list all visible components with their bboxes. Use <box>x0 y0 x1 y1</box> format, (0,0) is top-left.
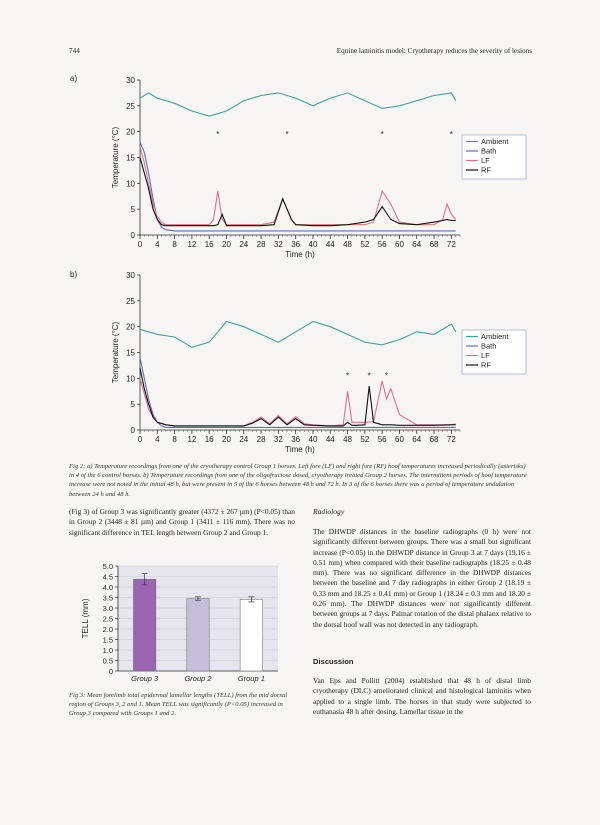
asterisk-annotation: * <box>380 129 384 139</box>
x-tick-label: 44 <box>325 240 335 249</box>
x-axis-label: Time (h) <box>285 445 315 454</box>
y-tick-label: 3.0 <box>102 604 113 613</box>
panel-b-label: b) <box>70 270 78 279</box>
asterisk-annotation: * <box>216 129 220 139</box>
y-tick-label: 3.5 <box>102 593 113 603</box>
radiology-heading: Radiology <box>313 507 345 516</box>
y-axis-label: Temperature (°C) <box>111 321 120 384</box>
fig2-caption: Fig 2: a) Temperature recordings from one of the cryotherapy control Group 1 horses. Left fore (LF) and right fore (RF) hoof temperatures increased periodically (asterisks) in 4 of the 6 control horses. b) Temperature recordings from one of the oligofructose dosed, cryotherapy treated Group 2 horses. The intermittent periods of hoof temperature increase were not noted in the initial 48 h, but were present in 5 of the 6 horses between 48 h and 72 h. In 3 of the 6 horses there was a period of temperature undulation between 24 h and 48 h. <box>69 463 527 498</box>
series-line-bath <box>140 358 456 428</box>
y-tick-label: 30 <box>126 271 135 280</box>
x-tick-label: 8 <box>172 435 177 444</box>
y-tick-label: 1.0 <box>102 646 113 655</box>
series-line-lf <box>140 147 456 225</box>
x-tick-label: 56 <box>377 435 387 444</box>
x-tick-label: 12 <box>187 435 197 444</box>
x-tick-label: 48 <box>343 435 353 444</box>
x-tick-label: 56 <box>377 240 387 249</box>
y-tick-label: 5 <box>130 205 135 215</box>
x-tick-label: 64 <box>412 435 422 444</box>
y-tick-label: 0 <box>108 667 113 676</box>
results-text: (Fig 3) of Group 3 was significantly greater (4372 ± 267 µm) (P<0.05) than in Group 2 (3448 ± 81 µm) and Group 1 (3411 ± 116 mm). There was no significant difference in TEL length between Group 2 and Group 1. <box>69 507 295 537</box>
running-title: Equine laminitis model: Cryotherapy reduces the severity of lesions <box>336 47 532 55</box>
bar-group-1 <box>240 599 262 671</box>
x-tick-label: 12 <box>187 240 197 249</box>
x-tick-label: 24 <box>239 240 249 249</box>
x-tick-label: 16 <box>204 240 214 249</box>
y-tick-label: 2.5 <box>102 614 113 624</box>
x-tick-label: 0 <box>137 240 143 249</box>
series-line-ambient <box>140 322 456 348</box>
y-tick-label: 25 <box>126 101 135 111</box>
y-tick-label: 2.0 <box>102 625 113 634</box>
x-tick-label: 20 <box>222 435 231 444</box>
y-tick-label: 25 <box>126 296 135 306</box>
x-tick-label: 44 <box>325 435 335 444</box>
radiology-text: The DHWDP distances in the baseline radiographs (0 h) were not significantly different between groups. There was a small but significant increase (P<0.05) in the DHWDP distance in Group 3 at 7 days (19.16 ± 0.51 mm) when compared with their baseline radiographs (18.25 ± 0.48 mm). There was no significant difference in the DHWDP distances between the baseline and 7 day radiographs in either Group 2 (18.19 ± 0.33 mm and 18.25 ± 0.41 mm) or Group 1 (18.24 ± 0.3 mm and 18.20 ± 0.26 mm). The DHWDP distances were not significantly different between groups at 7 days. Palmar rotation of the distal phalanx relative to the dorsal hoof wall was not detected in any radiograph. <box>313 527 531 629</box>
panel-a-label: a) <box>70 74 78 83</box>
legend-label: Bath <box>481 341 497 351</box>
x-tick-label: 60 <box>395 240 404 249</box>
asterisk-annotation: * <box>449 129 453 139</box>
x-tick-label: 20 <box>222 240 231 249</box>
discussion-text: Van Eps and Pollitt (2004) established that 48 h of distal limb cryotherapy (DLC) ameliorated clinical and histological laminitis when applied to a single limb. The horses in that study were subjected to euthanasia 48 h after dosing. Lamellar tissue in the <box>313 676 531 716</box>
y-tick-label: 10 <box>126 374 135 384</box>
legend-label: RF <box>481 165 491 175</box>
y-tick-label: 4.0 <box>102 583 113 592</box>
x-axis-label: Time (h) <box>285 250 315 259</box>
asterisk-annotation: * <box>285 129 289 139</box>
series-line-lf <box>140 378 456 426</box>
temperature-chart-b <box>100 265 530 457</box>
discussion-heading: Discussion <box>313 657 354 666</box>
page-number: 744 <box>69 47 80 55</box>
x-tick-label: 8 <box>172 240 177 249</box>
legend-label: LF <box>481 156 490 165</box>
asterisk-annotation: * <box>346 371 350 381</box>
y-tick-label: 30 <box>126 76 135 85</box>
y-tick-label: 15 <box>126 153 135 163</box>
y-tick-label: 5 <box>130 400 135 410</box>
x-tick-label: Group 1 <box>237 674 265 683</box>
x-tick-label: 40 <box>308 435 318 444</box>
x-tick-label: 32 <box>273 240 283 249</box>
x-tick-label: 40 <box>308 240 318 249</box>
x-tick-label: 52 <box>360 435 370 444</box>
y-axis-label: TELL (mm) <box>81 598 90 639</box>
x-tick-label: 68 <box>429 240 439 249</box>
x-tick-label: 72 <box>446 240 456 249</box>
series-line-rf <box>140 158 456 226</box>
y-tick-label: 0.5 <box>102 656 113 666</box>
x-tick-label: 72 <box>446 435 456 444</box>
series-line-rf <box>140 368 456 426</box>
fig3-caption: Fig 3: Mean forelimb total epidermal lamellar lengths (TELL) from the mid dorsal region of Groups 3, 2 and 1. Mean TELL was significantly (P<0.05) increased in Group 3 compared with Groups 1 and 2. <box>69 692 288 718</box>
legend-label: LF <box>481 351 490 360</box>
x-tick-label: 36 <box>291 435 301 444</box>
y-tick-label: 1.5 <box>102 635 113 645</box>
legend-label: Ambient <box>481 137 509 146</box>
x-tick-label: 64 <box>412 240 422 249</box>
bar-group-2 <box>187 599 209 671</box>
x-tick-label: 48 <box>343 240 353 249</box>
x-tick-label: 28 <box>256 240 266 249</box>
x-tick-label: 68 <box>429 435 439 444</box>
x-tick-label: 4 <box>155 240 160 249</box>
x-tick-label: 52 <box>360 240 370 249</box>
x-tick-label: Group 2 <box>184 674 212 683</box>
legend-label: Bath <box>481 146 497 156</box>
y-axis-label: Temperature (°C) <box>111 126 120 189</box>
x-tick-label: 28 <box>256 435 266 444</box>
x-tick-label: 4 <box>155 435 160 444</box>
series-line-ambient <box>140 93 456 116</box>
temperature-chart-a <box>100 70 530 260</box>
x-tick-label: 0 <box>137 435 143 444</box>
x-tick-label: 16 <box>204 435 214 444</box>
x-tick-label: 32 <box>273 435 283 444</box>
legend-label: Ambient <box>481 332 509 341</box>
bar-group-3 <box>133 579 155 671</box>
asterisk-annotation: * <box>384 371 389 381</box>
y-tick-label: 10 <box>126 179 135 189</box>
y-tick-label: 15 <box>126 348 135 358</box>
x-tick-label: 36 <box>291 240 301 249</box>
y-tick-label: 5.0 <box>102 562 113 571</box>
y-tick-label: 4.5 <box>102 572 113 582</box>
series-line-bath <box>140 142 456 231</box>
y-tick-label: 20 <box>126 127 135 137</box>
x-tick-label: 60 <box>395 435 404 444</box>
y-tick-label: 0 <box>130 426 135 435</box>
asterisk-annotation: * <box>367 371 371 381</box>
x-tick-label: 24 <box>239 435 249 444</box>
x-tick-label: Group 3 <box>131 674 159 683</box>
tell-bar-chart <box>70 560 300 686</box>
y-tick-label: 0 <box>130 231 135 240</box>
legend-label: RF <box>481 360 491 370</box>
y-tick-label: 20 <box>126 322 135 332</box>
